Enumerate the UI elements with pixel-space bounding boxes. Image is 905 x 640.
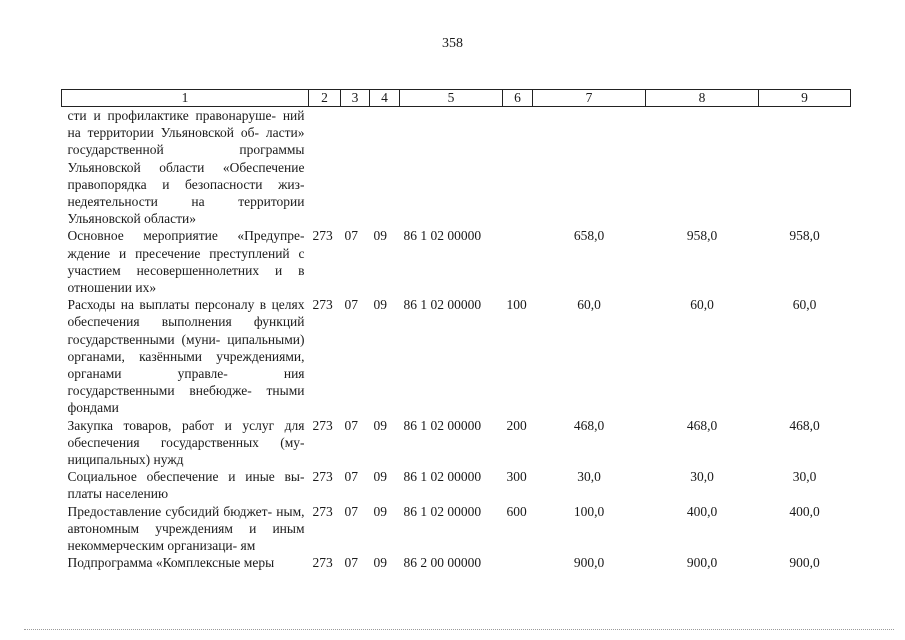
cell-c6 xyxy=(503,227,533,296)
cell-c5: 86 2 00 00000 xyxy=(403,555,482,571)
cell-c6 xyxy=(503,554,533,571)
cell-c7: 658,0 xyxy=(573,228,605,244)
cell-c3 xyxy=(341,107,370,228)
cell-c8: 30,0 xyxy=(690,469,714,485)
scan-artifact-line xyxy=(24,629,894,631)
row-name-line: ния государственными внебюдже- xyxy=(67,366,305,399)
table-row xyxy=(62,227,851,296)
cell-c2: 273 xyxy=(312,503,333,519)
table-row xyxy=(62,503,851,555)
cell-c3: 07 xyxy=(344,503,358,519)
cell-c6 xyxy=(503,107,533,228)
row-name-line: функций государственными (муни- xyxy=(67,314,305,347)
cell-c3: 07 xyxy=(344,469,358,485)
row-name-line: целях обеспечения выполнения xyxy=(67,297,305,330)
column-header-7: 7 xyxy=(533,90,646,107)
row-name-line: обеспечения государственных (му- xyxy=(67,434,305,450)
column-header-5: 5 xyxy=(400,90,503,107)
cell-c2: 273 xyxy=(312,297,333,313)
row-name-line: отношении их» xyxy=(67,280,157,296)
row-name-line: Подпрограмма «Комплексные меры xyxy=(67,555,275,571)
cell-c4: 09 xyxy=(373,469,387,485)
cell-c2: 273 xyxy=(312,555,333,571)
row-name-line: Основное мероприятие «Предупре- xyxy=(67,228,305,244)
cell-c2: 273 xyxy=(312,417,333,433)
cell-c8: 468,0 xyxy=(686,417,718,433)
cell-c8: 900,0 xyxy=(686,555,718,571)
cell-c2: 273 xyxy=(312,228,333,244)
cell-c3: 07 xyxy=(344,297,358,313)
cell-c7: 468,0 xyxy=(573,417,605,433)
cell-c6: 300 xyxy=(506,469,527,485)
row-name xyxy=(62,417,309,469)
row-name-line: Ульяновской области» xyxy=(67,211,197,227)
column-header-1: 1 xyxy=(62,90,309,107)
row-name-line: иным некоммерческим организаци- xyxy=(67,520,305,554)
cell-c9: 958,0 xyxy=(789,228,820,244)
cell-c9: 60,0 xyxy=(792,297,817,313)
row-name-line: учреждениями, органами управле- xyxy=(67,348,305,382)
row-name xyxy=(62,554,309,571)
cell-c9: 468,0 xyxy=(789,417,820,433)
row-name-line: ждение и пресечение преступлений с xyxy=(67,245,305,261)
row-name xyxy=(62,468,309,502)
row-name-line: ний на территории Ульяновской об- xyxy=(67,108,305,141)
row-name-line: ципальными) органами, казёнными xyxy=(67,331,305,364)
table-row xyxy=(62,554,851,571)
table-row xyxy=(62,107,851,228)
row-name-line: ниципальных) нужд xyxy=(67,452,184,468)
cell-c5 xyxy=(400,107,503,228)
row-name-line: ным, автономным учреждениям и xyxy=(67,503,305,536)
cell-c8 xyxy=(646,107,759,228)
row-name-line: Закупка товаров, работ и услуг для xyxy=(67,417,305,433)
cell-c6: 600 xyxy=(506,503,527,519)
row-name-line: ласти» государственной программы xyxy=(67,125,305,158)
row-name-line: недеятельности на территории xyxy=(67,194,305,210)
cell-c3: 07 xyxy=(344,417,358,433)
cell-c4: 09 xyxy=(373,417,387,433)
page-number: 358 xyxy=(442,36,463,51)
row-name-line: платы населению xyxy=(67,486,169,502)
cell-c3: 07 xyxy=(344,228,358,244)
cell-c7: 30,0 xyxy=(577,469,601,485)
column-header-9: 9 xyxy=(759,90,851,107)
row-name-line: Предоставление субсидий бюджет- xyxy=(67,503,273,519)
cell-c5: 86 1 02 00000 xyxy=(403,503,482,519)
cell-c9: 400,0 xyxy=(789,503,820,519)
row-name-line: Расходы на выплаты персоналу в xyxy=(67,297,267,313)
budget-table xyxy=(61,89,851,571)
cell-c5: 86 1 02 00000 xyxy=(403,228,482,244)
cell-c4: 09 xyxy=(373,228,387,244)
cell-c7: 60,0 xyxy=(577,297,601,313)
row-name-line: сти и профилактике правонаруше- xyxy=(67,108,276,123)
cell-c9: 30,0 xyxy=(792,469,817,485)
cell-c4 xyxy=(370,107,400,228)
cell-c5: 86 1 02 00000 xyxy=(403,469,482,485)
cell-c6: 100 xyxy=(506,297,527,313)
row-name-line: ям xyxy=(240,538,256,554)
column-header-2: 2 xyxy=(309,90,341,107)
table-row xyxy=(62,468,851,502)
row-name xyxy=(62,296,309,416)
cell-c7 xyxy=(533,107,646,228)
cell-c6: 200 xyxy=(506,417,527,433)
row-name-line: тными фондами xyxy=(67,383,305,416)
cell-c3: 07 xyxy=(344,555,358,571)
cell-c2: 273 xyxy=(312,469,333,485)
row-name-line: Социальное обеспечение и иные вы- xyxy=(67,469,305,485)
table-body xyxy=(62,107,851,572)
row-name-line: Ульяновской области «Обеспечение xyxy=(67,159,305,175)
column-header-3: 3 xyxy=(341,90,370,107)
cell-c8: 400,0 xyxy=(686,503,718,519)
row-name xyxy=(62,503,309,555)
column-header-row xyxy=(62,90,851,107)
cell-c8: 958,0 xyxy=(686,228,718,244)
cell-c4: 09 xyxy=(373,503,387,519)
table-row xyxy=(62,417,851,469)
column-header-8: 8 xyxy=(646,90,759,107)
row-name-line: участием несовершеннолетних и в xyxy=(67,262,305,278)
row-name xyxy=(62,227,309,296)
cell-c7: 900,0 xyxy=(573,555,605,571)
row-name-line: правопорядка и безопасности жиз- xyxy=(67,176,305,192)
table-row xyxy=(62,296,851,416)
cell-c8: 60,0 xyxy=(690,297,714,313)
cell-c2 xyxy=(309,107,341,228)
cell-c9: 900,0 xyxy=(789,555,820,571)
cell-c4: 09 xyxy=(373,555,387,571)
cell-c9 xyxy=(759,107,851,228)
cell-c7: 100,0 xyxy=(573,503,605,519)
cell-c5: 86 1 02 00000 xyxy=(403,417,482,433)
column-header-4: 4 xyxy=(370,90,400,107)
cell-c4: 09 xyxy=(373,297,387,313)
column-header-6: 6 xyxy=(503,90,533,107)
cell-c5: 86 1 02 00000 xyxy=(403,297,482,313)
row-name xyxy=(62,107,309,228)
